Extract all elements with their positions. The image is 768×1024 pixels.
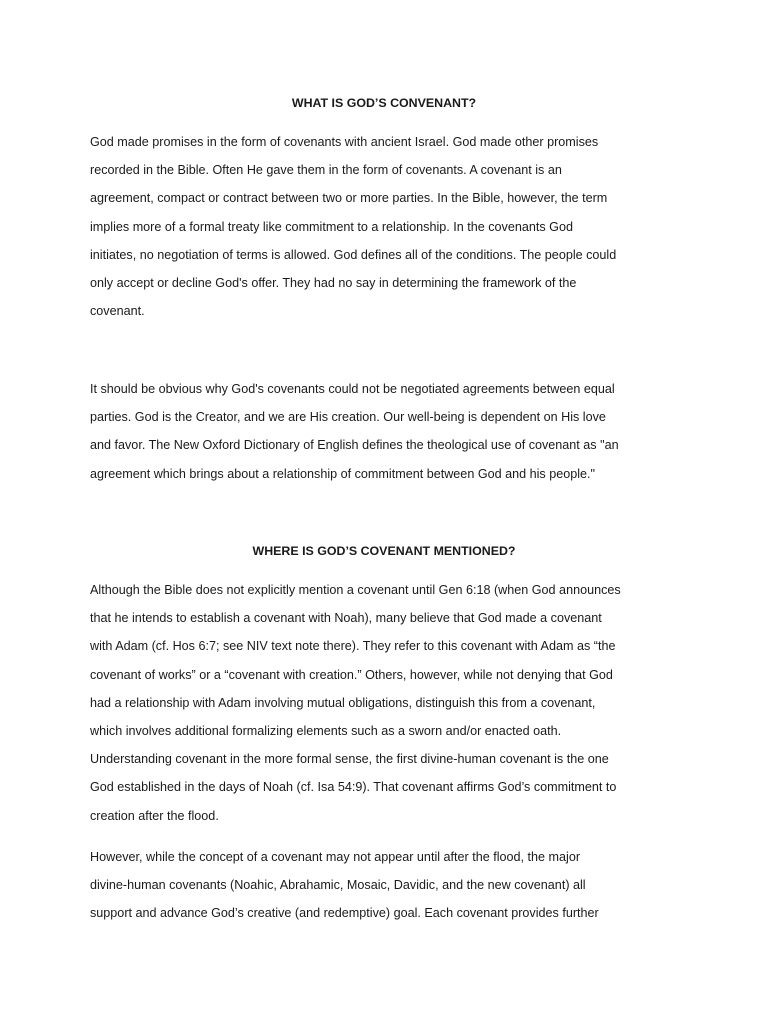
text-line: with Adam (cf. Hos 6:7; see NIV text note there). They refer to this covenant with Adam as “the [90,639,616,654]
text-line: parties. God is the Creator, and we are His creation. Our well-being is dependent on His love [90,410,606,425]
text-line: had a relationship with Adam involving mutual obligations, distinguish this from a covenant, [90,695,596,710]
text-line: However, while the concept of a covenant may not appear until after the flood, the major [90,850,581,864]
text-line: that he intends to establish a covenant with Noah), many believe that God made a covenant [90,611,602,626]
paragraph-creator-creation [90,375,682,488]
paragraph-covenant-definition [90,128,682,325]
text-line: and favor. The New Oxford Dictionary of English defines the theological use of covenant as "an [90,438,619,453]
text-line: God established in the days of Noah (cf. Isa 54:9). That covenant affirms God’s commitment to [90,780,617,795]
text-line: which involves additional formalizing elements such as a sworn and/or enacted oath. [90,723,562,738]
text-line: agreement which brings about a relationship of commitment between God and his people." [90,466,596,481]
section-heading-what-is-covenant: WHAT IS GOD’S CONVENANT? [291,96,477,110]
text-line: God made promises in the form of covenants with ancient Israel. God made other promises [90,135,599,149]
text-line: agreement, compact or contract between two or more parties. In the Bible, however, the term [90,191,608,206]
paragraph-covenant-with-adam [90,576,682,830]
text-line: covenant. [90,304,145,319]
text-line: implies more of a formal treaty like commitment to a relationship. In the covenants God [90,219,573,234]
text-line: support and advance God’s creative (and redemptive) goal. Each covenant provides further [90,906,599,921]
text-line: Although the Bible does not explicitly mention a covenant until Gen 6:18 (when God announces [90,583,621,597]
section-heading-where-mentioned: WHERE IS GOD’S COVENANT MENTIONED? [252,544,516,558]
text-line: covenant of works” or a “covenant with creation.” Others, however, while not denying that God [90,667,613,682]
text-line: It should be obvious why God's covenants could not be negotiated agreements between equal [90,382,615,396]
text-line: divine-human covenants (Noahic, Abrahamic, Mosaic, Davidic, and the new covenant) all [90,878,586,893]
text-line: Understanding covenant in the more formal sense, the first divine-human covenant is the one [90,752,609,767]
paragraph-major-covenants [90,843,682,928]
text-line: creation after the flood. [90,808,219,823]
text-line: only accept or decline God's offer. They had no say in determining the framework of the [90,275,577,290]
text-line: initiates, no negotiation of terms is allowed. God defines all of the conditions. The people could [90,247,617,262]
text-line: recorded in the Bible. Often He gave them in the form of covenants. A covenant is an [90,163,562,178]
